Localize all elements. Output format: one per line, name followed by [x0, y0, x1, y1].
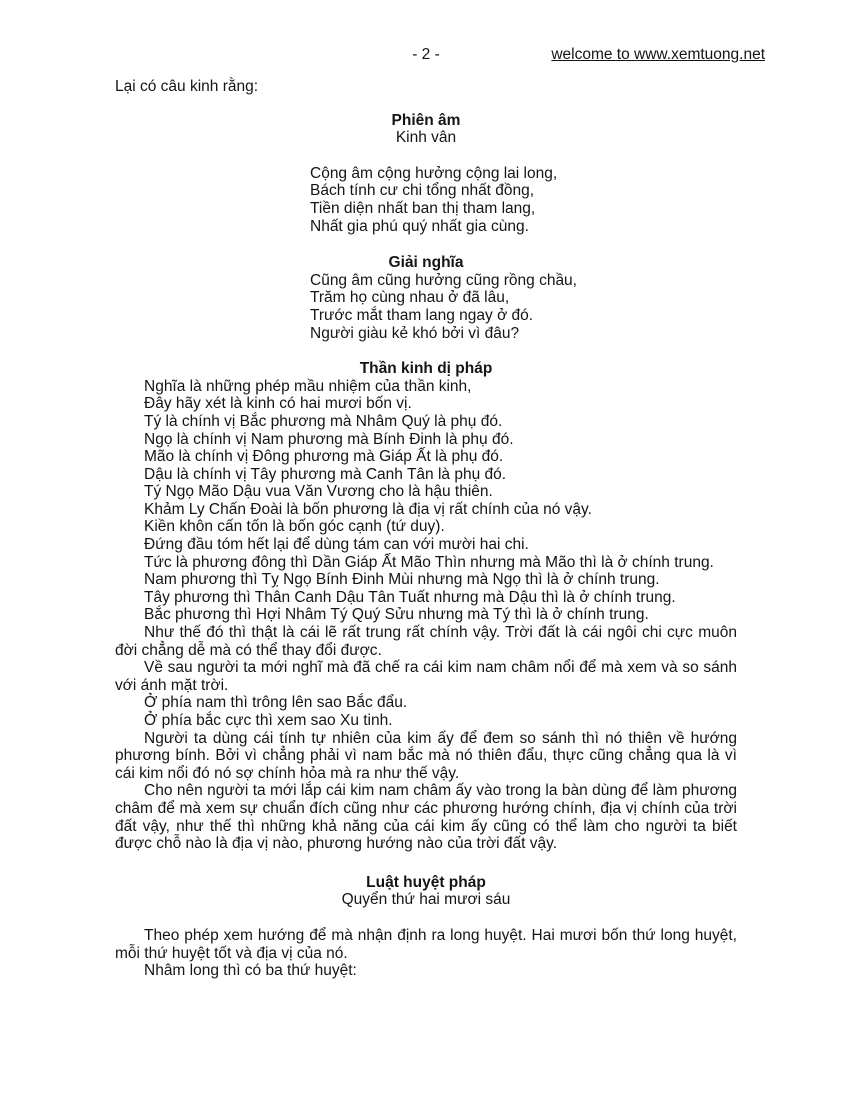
- page-header: [115, 46, 765, 64]
- section-title-luat-huyet: Luật huyệt pháp: [366, 873, 486, 891]
- body-paragraph: Bắc phương thì Hợi Nhâm Tý Quý Sửu nhưng mà Tý thì là ở chính trung.: [144, 606, 649, 624]
- poem-line: Trăm họ cùng nhau ở đã lâu,: [310, 289, 510, 307]
- body-paragraph: Ngọ là chính vị Nam phương mà Bính Đinh là phụ đó.: [144, 430, 514, 448]
- poem-line: Nhất gia phú quý nhất gia cùng.: [310, 217, 529, 235]
- body-paragraph: Như thế đó thì thật là cái lẽ rất trung rất chính vậy. Trời đất là cái ngôi chi cực muôn đời chẳng dễ mà có thể thay đổi được.: [115, 624, 737, 659]
- poem-line: Tiền diện nhất ban thị tham lang,: [310, 199, 536, 217]
- poem-line: Người giàu kẻ khó bởi vì đâu?: [310, 324, 520, 342]
- body-paragraph: Tý là chính vị Bắc phương mà Nhâm Quý là phụ đó.: [144, 412, 503, 430]
- body-paragraph: Cho nên người ta mới lắp cái kim nam châm ấy vào trong la bàn dùng để làm phương châm để mà xem sự chuẩn đích cũng như các phương hướng chính, địa vị chính của trời đất vậy, như thế thì những khả năng của cái kim ấy cũng có thể làm cho người ta biết được chỗ nào là địa vị nào, phương hướng nào của trời đất vậy.: [115, 782, 737, 853]
- body-paragraph: Người ta dùng cái tính tự nhiên của kim ấy để đem so sánh thì nó thiên về hướng phương bính. Bởi vì chẳng phải vì nam bắc mà nó thiên đẩu, thực cũng chẳng qua là vì cái kim nổi đó nó sợ chính hỏa mà ra như thế vậy.: [115, 729, 737, 782]
- body-paragraph: Đây hãy xét là kinh có hai mươi bốn vị.: [144, 395, 412, 413]
- body-paragraph: Nghĩa là những phép mầu nhiệm của thần kinh,: [144, 377, 472, 395]
- section-title-phien-am: Phiên âm: [391, 111, 461, 129]
- poem-line: Trước mắt tham lang ngay ở đó.: [310, 306, 534, 324]
- body-paragraph: Tức là phương đông thì Dần Giáp Ất Mão Thìn nhưng mà Mão thì là ở chính trung.: [144, 553, 714, 571]
- intro-line: Lại có câu kinh rằng:: [115, 78, 259, 95]
- poem-line: Cộng âm cộng hưởng cộng lai long,: [310, 164, 558, 182]
- body-paragraph: Kiền khôn cấn tốn là bốn góc cạnh (tứ duy).: [144, 518, 445, 536]
- poem-giai-nghia: [310, 272, 737, 342]
- body-paragraph: Tý Ngọ Mão Dậu vua Văn Vương cho là hậu thiên.: [144, 483, 493, 501]
- body-paragraph: Ở phía nam thì trông lên sao Bắc đẩu.: [144, 694, 408, 712]
- body-paragraph: Dậu là chính vị Tây phương mà Canh Tân là phụ đó.: [144, 465, 507, 483]
- body-paragraph: Nam phương thì Tỵ Ngọ Bính Đinh Mùi nhưng mà Ngọ thì là ở chính trung.: [144, 571, 660, 589]
- body-paragraph: Đứng đầu tóm hết lại để dùng tám can với mười hai chi.: [144, 536, 529, 554]
- section-subtitle-kinh-van: Kinh vân: [395, 129, 457, 147]
- page-number: - 2 -: [412, 46, 440, 63]
- body-paragraph: Khảm Ly Chấn Đoài là bốn phương là địa vị rất chính của nó vậy.: [144, 500, 592, 518]
- body-paragraph: Về sau người ta mới nghĩ mà đã chế ra cái kim nam châm nổi để mà xem và so sánh với ánh mặt trời.: [115, 659, 737, 694]
- poem-line: Bách tính cư chi tổng nhất đồng,: [310, 182, 535, 200]
- body-paragraph: Tây phương thì Thân Canh Dậu Tân Tuất nhưng mà Dậu thì là ở chính trung.: [144, 588, 676, 606]
- section-title-giai-nghia: Giải nghĩa: [388, 254, 464, 272]
- section-title-than-kinh: Thần kinh dị pháp: [359, 360, 493, 378]
- site-link[interactable]: welcome to www.xemtuong.net: [551, 46, 765, 63]
- body-paragraph: Nhâm long thì có ba thứ huyệt:: [144, 962, 357, 980]
- poem-phien-am: [310, 165, 737, 235]
- section-subtitle-quyen: Quyển thứ hai mươi sáu: [341, 891, 511, 909]
- body-paragraph: Theo phép xem hướng để mà nhận định ra long huyệt. Hai mươi bốn thứ long huyệt, mỗi thứ huyệt tốt và địa vị của nó.: [115, 926, 737, 962]
- poem-line: Cũng âm cũng hưởng cũng rồng chầu,: [310, 271, 577, 289]
- body-paragraph: Mão là chính vị Đông phương mà Giáp Ất là phụ đó.: [144, 448, 504, 466]
- body-paragraph: Ở phía bắc cực thì xem sao Xu tinh.: [144, 712, 393, 729]
